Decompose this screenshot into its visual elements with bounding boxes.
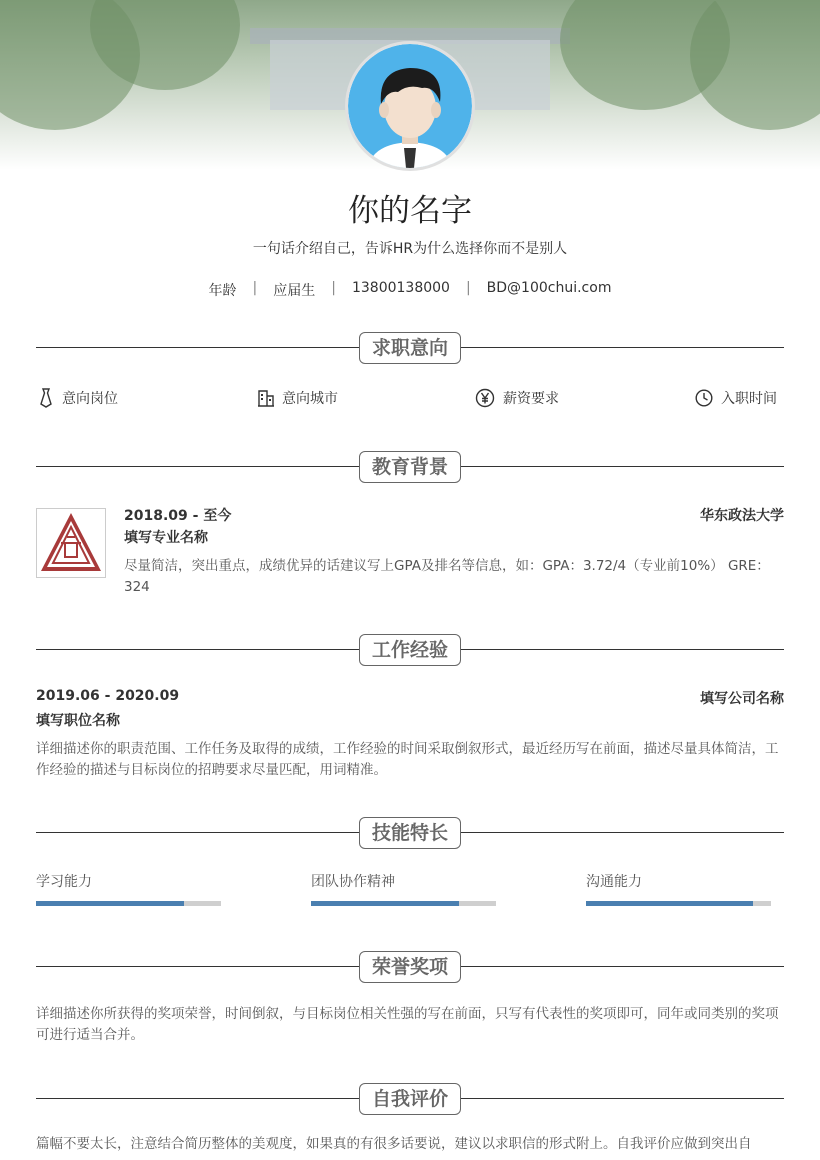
avatar[interactable] (348, 44, 472, 168)
intent-salary (475, 388, 559, 408)
school-logo (36, 508, 106, 578)
honors-description: 详细描述你所获得的奖项荣誉，时间倒叙，与目标岗位相关性强的写在前面，只写有代表性的奖项即可，同年或同类别的奖项可进行适当合并。 (36, 1006, 779, 1043)
skill-bar-fill (36, 901, 184, 906)
intent-city (258, 388, 338, 408)
tie-icon (38, 388, 54, 408)
skill-label: 团队协作精神 (311, 874, 395, 890)
intent-label: 意向岗位 (62, 391, 118, 407)
intent-label: 入职时间 (721, 391, 777, 407)
candidate-name: 你的名字 (348, 193, 472, 229)
section-title: 教育背景 (359, 451, 461, 483)
education-date: 2018.09 - 至今 (124, 508, 232, 524)
skill-label: 学习能力 (36, 874, 92, 890)
intent-position (38, 388, 118, 408)
building-icon (258, 389, 274, 407)
contact-bar (0, 280, 820, 300)
section-education-header (36, 451, 784, 483)
work-position: 填写职位名称 (36, 713, 120, 729)
contact-phone[interactable]: 13800138000 (351, 280, 450, 296)
section-title: 荣誉奖项 (359, 951, 461, 983)
section-skills-header (36, 817, 784, 849)
self-evaluation-description: 篇幅不要太长，注意结合简历整体的美观度，如果真的有很多话要说，建议以求职信的形式附上。自我评价应做到突出自 (36, 1136, 752, 1152)
tagline: 一句话介绍自己，告诉HR为什么选择你而不是别人 (252, 241, 568, 257)
education-school: 华东政法大学 (700, 508, 784, 524)
intent-label: 薪资要求 (503, 391, 559, 407)
avatar-illustration-icon (348, 44, 472, 168)
yen-icon (475, 388, 495, 408)
intent-start-date (695, 388, 777, 408)
section-title: 工作经验 (359, 634, 461, 666)
section-intent-header (36, 332, 784, 364)
section-title: 技能特长 (359, 817, 461, 849)
intent-label: 意向城市 (282, 391, 338, 407)
divider: | (331, 280, 336, 296)
contact-email[interactable]: BD@100chui.com (486, 280, 612, 296)
divider: | (465, 280, 471, 296)
skill-bar (36, 901, 221, 906)
skill-bar-fill (311, 901, 459, 906)
education-major: 填写专业名称 (124, 530, 208, 546)
work-company: 填写公司名称 (700, 691, 784, 707)
contact-age: 年龄 (208, 283, 237, 299)
section-title: 求职意向 (359, 332, 461, 364)
section-work-header (36, 634, 784, 666)
skill-bar-fill (586, 901, 753, 906)
school-seal-icon (37, 509, 105, 577)
section-self-header (36, 1083, 784, 1115)
section-honors-header (36, 951, 784, 983)
education-description: 尽量简洁，突出重点，成绩优异的话建议写上GPA及排名等信息，如：GPA：3.72/4（专业前10%） GRE：324 (124, 558, 770, 595)
skill-bar (586, 901, 771, 906)
contact-status: 应届生 (273, 283, 316, 299)
skill-label: 沟通能力 (586, 874, 642, 890)
clock-icon (695, 389, 713, 407)
work-description: 详细描述你的职责范围、工作任务及取得的成绩，工作经验的时间采取倒叙形式，最近经历写在前面，描述尽量具体简洁，工作经验的描述与目标岗位的招聘要求尽量匹配，用词精准。 (36, 741, 779, 778)
divider: | (252, 280, 258, 296)
section-title: 自我评价 (359, 1083, 461, 1115)
skill-bar (311, 901, 496, 906)
work-date: 2019.06 - 2020.09 (36, 688, 180, 704)
